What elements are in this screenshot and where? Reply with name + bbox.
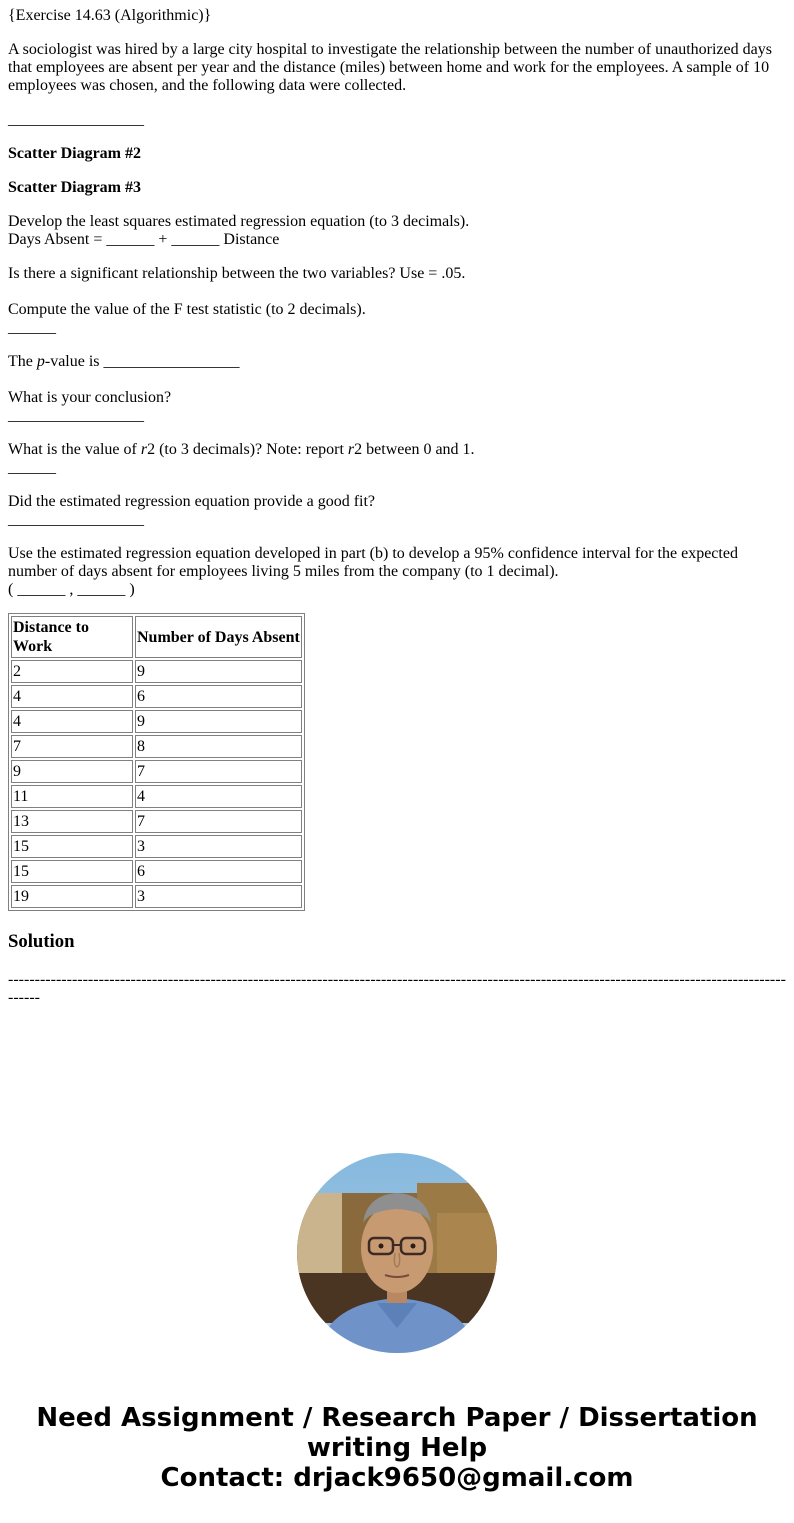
table-row xyxy=(11,660,302,683)
table-cell: 15 xyxy=(11,835,133,858)
table-cell: 4 xyxy=(11,710,133,733)
header-days-absent: Number of Days Absent xyxy=(135,616,302,658)
table-header-row xyxy=(11,616,302,658)
question-r-squared: What is the value of r2 (to 3 decimals)? Note: report r2 between 0 and 1. ______ xyxy=(8,441,475,476)
table-row xyxy=(11,760,302,783)
table-row xyxy=(11,685,302,708)
table-cell: 8 xyxy=(135,735,302,758)
table-cell: 9 xyxy=(135,660,302,683)
contact-footer xyxy=(0,1403,794,1493)
document-body xyxy=(8,7,786,1007)
author-avatar xyxy=(297,1153,497,1353)
question-good-fit: Did the estimated regression equation provide a good fit? _________________ xyxy=(8,493,376,528)
table-row xyxy=(11,810,302,833)
footer-line-1: Need Assignment / Research Paper / Dissertation xyxy=(36,1403,758,1433)
footer-contact-email[interactable]: Contact: drjack9650@gmail.com xyxy=(160,1463,634,1493)
question-significance: Is there a significant relationship between the two variables? Use = .05. xyxy=(8,265,466,282)
data-table xyxy=(8,613,305,911)
table-cell: 19 xyxy=(11,885,133,908)
table-cell: 3 xyxy=(135,885,302,908)
question-f-test: Compute the value of the F test statistic (to 2 decimals). ______ xyxy=(8,301,366,336)
table-cell: 11 xyxy=(11,785,133,808)
solution-heading: Solution xyxy=(8,931,75,952)
conclusion-blank[interactable]: _________________ xyxy=(8,407,144,424)
table-cell: 7 xyxy=(11,735,133,758)
slope-blank[interactable]: ______ xyxy=(171,231,220,248)
table-row xyxy=(11,785,302,808)
table-cell: 3 xyxy=(135,835,302,858)
dashed-separator: -------------------------------------------------------------------------------------------------------------------------------------------------------- xyxy=(8,971,786,1006)
table-cell: 9 xyxy=(135,710,302,733)
table-row xyxy=(11,735,302,758)
table-cell: 9 xyxy=(11,760,133,783)
header-distance: Distance to Work xyxy=(11,616,133,658)
f-statistic-blank[interactable]: ______ xyxy=(8,319,56,336)
answer-blank-1[interactable]: _________________ xyxy=(8,111,144,128)
confidence-interval-blanks[interactable]: ( ______ , ______ ) xyxy=(8,581,135,598)
table-cell: 4 xyxy=(11,685,133,708)
table-cell: 2 xyxy=(11,660,133,683)
table-cell: 4 xyxy=(135,785,302,808)
table-cell: 6 xyxy=(135,860,302,883)
question-p-value: The p-value is _________________ xyxy=(8,353,240,370)
table-cell: 7 xyxy=(135,760,302,783)
good-fit-blank[interactable]: _________________ xyxy=(8,511,144,528)
question-regression-equation: Develop the least squares estimated regression equation (to 3 decimals). Days Absent = ______ + ______ Distance xyxy=(8,213,470,248)
avatar-photo xyxy=(297,1153,497,1353)
r-squared-blank[interactable]: ______ xyxy=(8,459,56,476)
scatter-diagram-3-label: Scatter Diagram #3 xyxy=(8,179,141,196)
problem-intro: A sociologist was hired by a large city hospital to investigate the relationship between the number of unauthorized days that employees are absent per year and the distance (miles) between home and work for the employees. A sample of 10 employees was chosen, and the following data were collected. xyxy=(8,41,772,94)
exercise-header: {Exercise 14.63 (Algorithmic)} xyxy=(8,7,212,24)
scatter-diagram-2-label: Scatter Diagram #2 xyxy=(8,145,141,162)
footer-line-2: writing Help xyxy=(306,1433,488,1463)
table-cell: 13 xyxy=(11,810,133,833)
table-cell: 15 xyxy=(11,860,133,883)
question-conclusion: What is your conclusion? _________________ xyxy=(8,389,172,424)
table-cell: 7 xyxy=(135,810,302,833)
table-row xyxy=(11,885,302,908)
table-row xyxy=(11,860,302,883)
table-row xyxy=(11,710,302,733)
p-value-blank[interactable]: _________________ xyxy=(103,353,240,370)
table-cell: 6 xyxy=(135,685,302,708)
question-confidence-interval: Use the estimated regression equation developed in part (b) to develop a 95% confidence interval for the expected number of days absent for employees living 5 miles from the company (to 1 decimal). ( ______ , ______ ) xyxy=(8,545,738,598)
intercept-blank[interactable]: ______ xyxy=(106,231,155,248)
table-row xyxy=(11,835,302,858)
